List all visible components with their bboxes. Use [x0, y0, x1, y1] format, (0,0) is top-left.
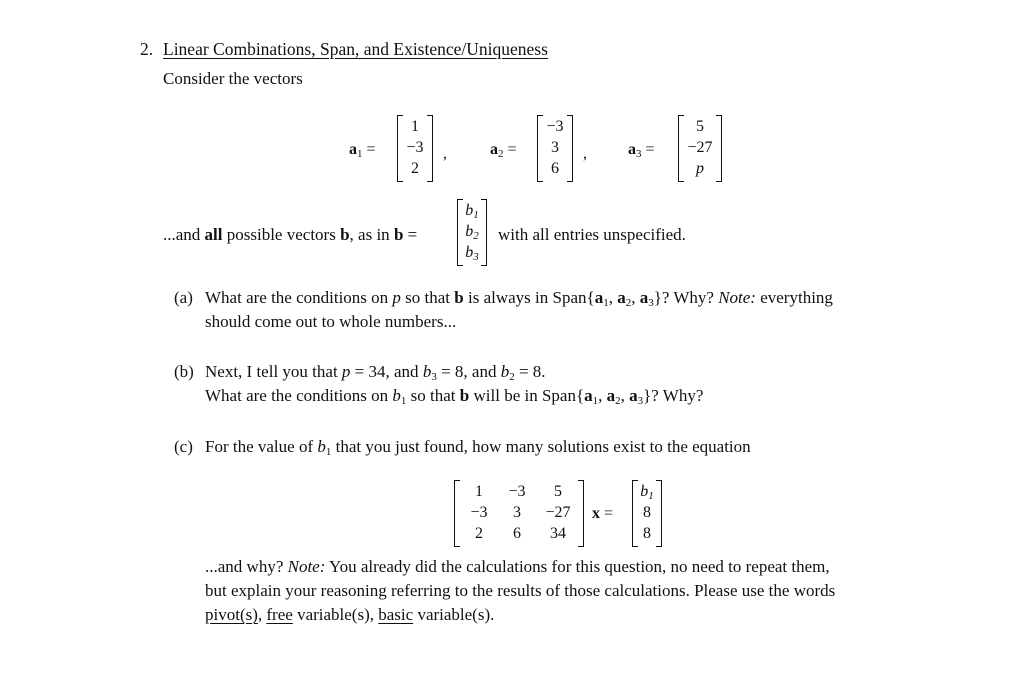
- part-c-why-line3: pivot(s), free variable(s), basic variable(s).: [205, 605, 495, 624]
- a3-label: $a_3$ =: [628, 141, 655, 160]
- problem-number: 2.: [140, 39, 154, 59]
- rhs-entry: 8: [643, 504, 651, 521]
- part-a-label: (a): [174, 288, 193, 307]
- matrix-cell: 2: [475, 525, 483, 542]
- rhs-vector: [632, 480, 662, 547]
- part-b-label: (b): [174, 362, 194, 381]
- matrix-cell: 1: [475, 483, 483, 500]
- matrix-cell: 6: [513, 525, 521, 542]
- a1-entry: 1: [411, 118, 419, 135]
- b-entry: $b_1$: [465, 202, 479, 221]
- a2-entry: −3: [546, 118, 564, 135]
- a3-entry: 5: [696, 118, 704, 135]
- a2-label: $a_2$ =: [490, 141, 517, 160]
- part-c-line1: For the value of $b_1$ that you just found, how many solutions exist to the equation: [205, 437, 751, 458]
- rhs-entry: 8: [643, 525, 651, 542]
- part-b-line1: Next, I tell you that p = 34, and $b_3 = 8$, and $b_2 = 8$.: [205, 362, 546, 383]
- matrix-cell: 5: [554, 483, 562, 500]
- problem-title: Linear Combinations, Span, and Existence/Uniqueness: [163, 39, 548, 59]
- part-c-label: (c): [174, 437, 193, 456]
- comma: ,: [583, 145, 587, 162]
- a1-entry: 2: [411, 160, 419, 177]
- part-c-why-line2: but explain your reasoning referring to the results of those calculations. Please use the words: [205, 581, 836, 600]
- a1-vector: [397, 115, 433, 182]
- matrix-cell: −27: [545, 504, 571, 521]
- a1-label: $a_1$ =: [349, 141, 376, 160]
- matrix-cell: 34: [550, 525, 566, 542]
- b-entry: $b_2$: [465, 223, 479, 242]
- a3-entry: p: [696, 160, 704, 177]
- a2-entry: 6: [551, 160, 559, 177]
- matrix-cell: −3: [508, 483, 526, 500]
- part-a-line2: should come out to whole numbers...: [205, 312, 457, 331]
- comma: ,: [443, 145, 447, 162]
- matrix-cell: −3: [470, 504, 488, 521]
- a2-vector: [537, 115, 573, 182]
- coefficient-matrix: [454, 480, 584, 547]
- a2-entry: 3: [551, 139, 559, 156]
- x-equals: x =: [592, 505, 614, 522]
- b-line-post: with all entries unspecified.: [498, 225, 686, 244]
- part-b-line2: What are the conditions on $b_1$ so that b will be in $Span\{a_1$, $a_2$, $a_3$}? Why?: [205, 386, 704, 407]
- intro-text: Consider the vectors: [163, 69, 303, 88]
- b-entry: $b_3$: [465, 244, 479, 263]
- a1-entry: −3: [406, 139, 424, 156]
- matrix-cell: 3: [513, 504, 521, 521]
- b-line-text: ...and all possible vectors b, as in b =: [163, 225, 418, 244]
- a3-entry: −27: [687, 139, 713, 156]
- a3-vector: [678, 115, 722, 182]
- rhs-entry: $b_1$: [640, 483, 654, 502]
- part-a-line1: What are the conditions on p so that b is always in $Span\{a_1$, $a_2$, $a_3$}? Why? Note: everything: [205, 288, 833, 309]
- b-vector: [457, 199, 487, 266]
- part-c-why-line1: ...and why? Note: You already did the calculations for this question, no need to repeat them,: [205, 557, 830, 576]
